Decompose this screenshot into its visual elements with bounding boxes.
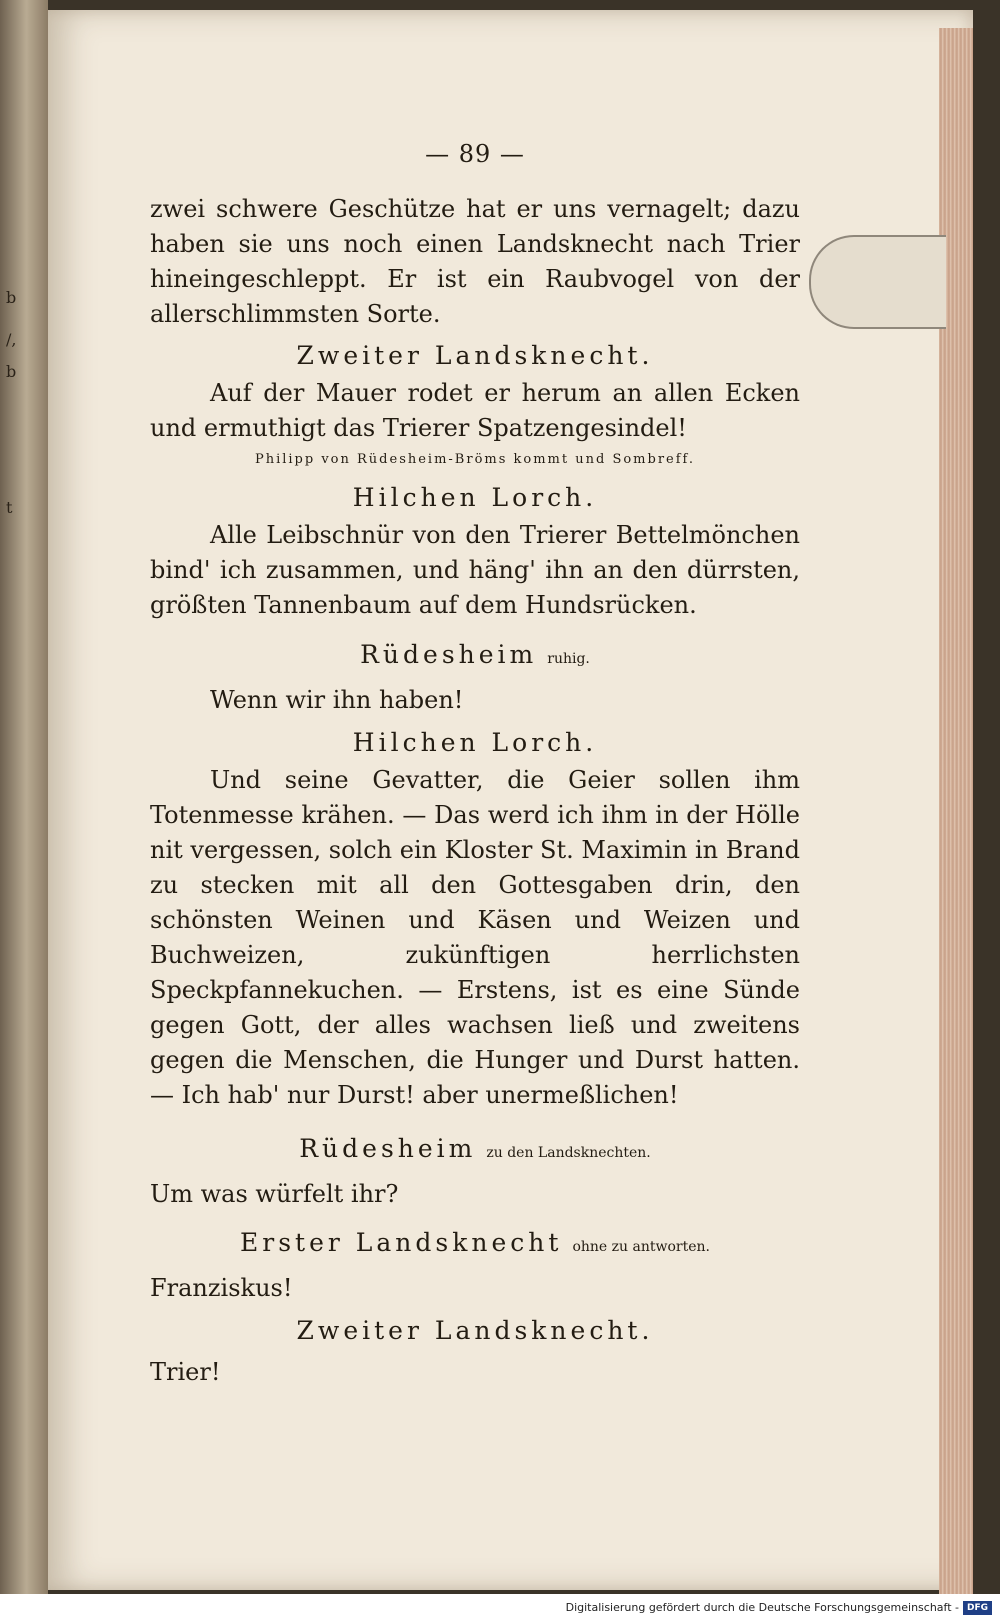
speaker-heading xyxy=(150,723,800,763)
speaker-name: Hilchen Lorch. xyxy=(352,728,598,757)
page-number: — 89 — xyxy=(425,140,525,168)
left-page-edge xyxy=(0,0,48,1594)
left-margin-mark: t xyxy=(6,498,13,517)
page-content xyxy=(150,140,800,1393)
line: Trier! xyxy=(150,1358,221,1386)
left-margin-mark: /, xyxy=(6,330,17,349)
speaker-name: Hilchen Lorch. xyxy=(352,483,598,512)
speaker-name: Zweiter Landsknecht. xyxy=(296,1316,654,1345)
bookmark-tab xyxy=(809,235,946,329)
paragraph: Alle Leibschnür von den Trierer Bettelmönchen bind' ich zusammen, und häng' ihn an den dürrsten, größten Tannenbaum auf dem Hundsrücken. xyxy=(150,521,800,619)
speaker-name: Zweiter Landsknecht. xyxy=(296,341,654,370)
speaker-name: Erster Landsknecht xyxy=(240,1228,563,1257)
speaker-note: ohne zu antworten. xyxy=(572,1239,710,1255)
stage-direction: Philipp von Rüdesheim-Bröms kommt und Sombreff. xyxy=(254,452,696,467)
speaker-heading xyxy=(150,1223,800,1267)
speaker-heading xyxy=(150,1311,800,1351)
speaker-heading xyxy=(150,336,800,376)
speaker-note: zu den Landsknechten. xyxy=(486,1145,651,1161)
speaker-heading xyxy=(150,635,800,679)
speaker-heading xyxy=(150,478,800,518)
speaker-name: Rüdesheim xyxy=(299,1134,477,1163)
speaker-note: ruhig. xyxy=(547,651,590,667)
left-margin-mark: b xyxy=(6,362,17,381)
speaker-heading xyxy=(150,1129,800,1173)
paragraph: Und seine Gevatter, die Geier sollen ihm Totenmesse krähen. — Das werd ich ihm in der Hölle nit vergessen, solch ein Kloster St. Maximin in Brand zu stecken mit all den Gottesgaben drin, den schönsten Weinen und Käsen und Weizen und Buchweizen, zukünftigen herrlichsten Speckpfannekuchen. — Erstens, ist es eine Sünde gegen Gott, der alles wachsen ließ und zweitens gegen die Menschen, die Hunger und Durst hatten. — Ich hab' nur Durst! aber unermeßlichen! xyxy=(150,766,800,1109)
left-margin-mark: b xyxy=(6,288,17,307)
dfg-logo-icon: DFG xyxy=(963,1601,992,1615)
footer-text: Digitalisierung gefördert durch die Deutsche Forschungsgemeinschaft - xyxy=(565,1601,959,1614)
paragraph: Auf der Mauer rodet er herum an allen Ecken und ermuthigt das Trierer Spatzengesindel! xyxy=(150,379,800,442)
digitization-footer xyxy=(0,1594,1000,1621)
paragraph: zwei schwere Geschütze hat er uns vernagelt; dazu haben sie uns noch einen Landsknecht nach Trier hineingeschleppt. Er ist ein Raubvogel von der allerschlimmsten Sorte. xyxy=(150,195,800,328)
speaker-name: Rüdesheim xyxy=(360,640,538,669)
line: Um was würfelt ihr? xyxy=(150,1180,399,1208)
line: Franziskus! xyxy=(150,1274,293,1302)
line: Wenn wir ihn haben! xyxy=(210,686,464,714)
